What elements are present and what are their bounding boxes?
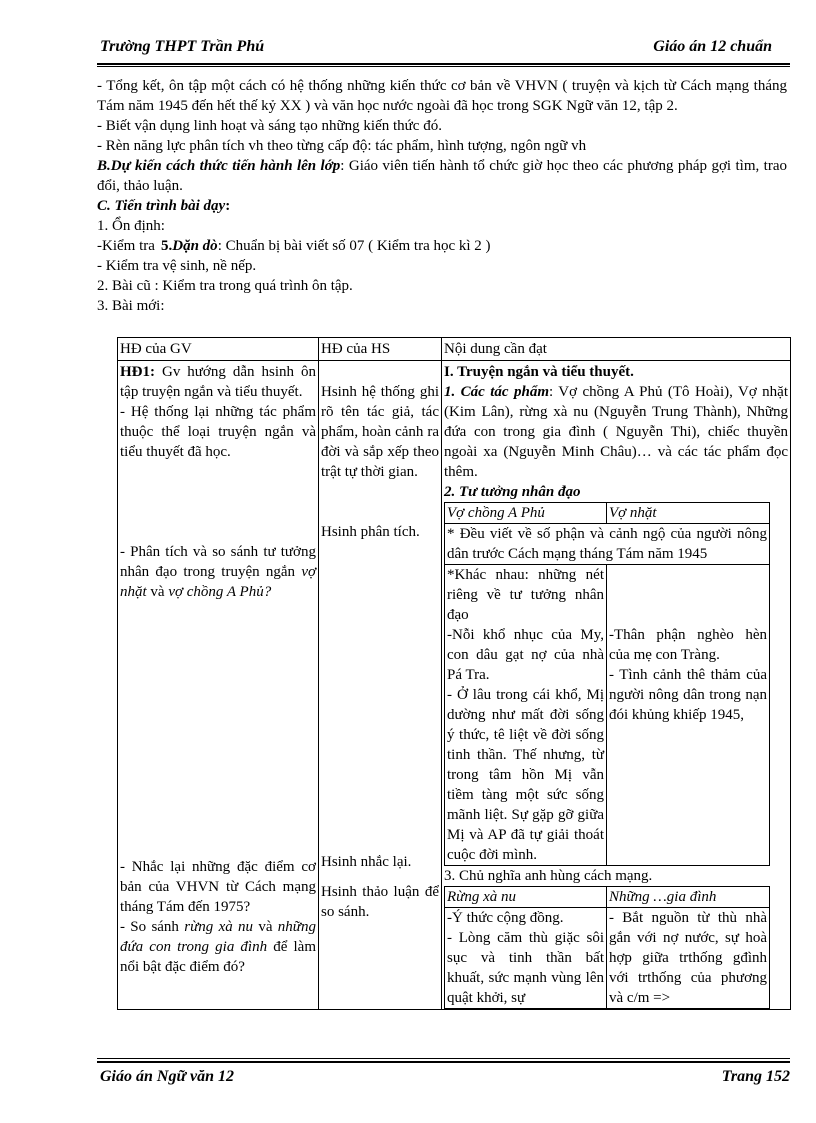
table-row [445,908,770,1009]
section-1-title: I. Truyện ngắn và tiểu thuyết. [444,364,634,380]
content-column [442,361,791,1010]
page-footer [100,1068,790,1090]
header-school: Trường THPT Trần Phú [100,38,265,55]
heroism-comparison-table [444,886,770,1009]
hs-p2: Hsinh phân tích. [321,524,420,540]
footer-doc-title: Giáo án Ngữ văn 12 [100,1068,235,1085]
section-c-colon: : [225,198,231,214]
humanism-vcap-diff: *Khác nhau: những nét riêng về tư tưởng nhân đạo -Nỗi khổ nhục của My, con dâu gạt nợ của nhà Pá Tra. - Ở lâu trong cái khổ, Mị dường như mất đời sống ý thức, tê liệt về đời sống tinh thần. Thế nhưng, từ trong tâm hồn Mị vẫn tiềm tàng một sức sống mãnh liệt. Sự gặp gỡ giữa Mị và AP đã tự giải thoát cuộc đời mình. [445,565,607,866]
table-row [445,524,770,565]
step-1: 1. Ổn định: [97,218,165,234]
gv-p5-and: và [253,919,278,935]
gv-p5-work1: rừng xà nu [184,919,254,935]
objective-3: - Rèn năng lực phân tích vh theo từng cấp độ: tác phẩm, hình tượng, ngôn ngữ vh [97,138,587,154]
dando-overlap [161,236,491,256]
gv-p5-end: để làm nổi bật đặc điểm đó? [120,939,316,975]
humanism-vn-diff: -Thân phận nghèo hèn của mẹ con Tràng. - Tình cảnh thê thảm của người nông dân trong nạn đói khủng khiếp 1945, [607,565,770,866]
gv-p5-text: - So sánh [120,919,185,935]
humanism-title: 2. Tư tưởng nhân đạo [444,484,581,500]
table-row [445,503,770,524]
gv-p3-work2: vợ chồng A Phủ? [168,584,272,600]
gv-p2: - Hệ thống lại những tác phẩm thuộc thể loại truyện ngắn và tiểu thuyết đã học. [120,404,316,460]
humanism-comparison-table [444,502,770,866]
hs-p1: Hsinh hệ thống ghi rõ tên tác giả, tác phẩm, hoàn cảnh ra đời và sắp xếp theo trật tự thời gian. [321,384,439,480]
gv-hd1-label: HĐ1: [120,364,155,380]
gv-p5-work2: những đứa con trong gia đình [120,919,316,955]
hs-activities [319,361,442,1010]
gv-p4: - Nhắc lại những đặc điểm cơ bản của VHVN từ Cách mạng tháng Tám đến 1975? [120,859,316,915]
gv-p3 [120,542,316,602]
table-row [445,565,770,866]
page-number: Trang 152 [721,1068,790,1085]
humanism-col-2: Vợ nhặt [607,503,770,524]
objective-1: - Tổng kết, ôn tập một cách có hệ thống những kiến thức cơ bản về VHVN ( truyện và kịch từ Cách mạng tháng Tám năm 1945 đến hết thế kỷ XX ) và văn học nước ngoài đã học trong SGK Ngữ văn 12, tập 2. [97,78,787,114]
lesson-table [117,337,791,1010]
heroism-title: 3. Chủ nghĩa anh hùng cách mạng. [444,868,653,884]
works-label: 1. Các tác phẩm [444,384,549,400]
heroism-rxn: -Ý thức cộng đồng. - Lòng căm thù giặc sôi sục và tinh thần bất khuất, sức mạnh vùng lên quật khởi, sự [445,908,607,1009]
step-3: 3. Bài mới: [97,298,165,314]
gv-hd1-text: Gv hướng dẫn hsinh ôn tập truyện ngắn và tiểu thuyết. [120,364,316,400]
intro-section [97,76,787,316]
gv-p3-work1: vợ nhặt [120,564,316,600]
step-2: 2. Bài cũ : Kiểm tra trong quá trình ôn tập. [97,278,353,294]
hs-p3: Hsinh nhắc lại. [321,854,412,870]
table-row [118,361,791,1010]
gv-p5 [120,917,316,977]
works-text: : Vợ chồng A Phủ (Tô Hoài), Vợ nhặt (Kim Lân), rừng xà nu (Nguyễn Trung Thành), Những đứa con trong gia đình ( Nguyễn Thi), chiếc thuyền ngoài xa (Nguyễn Minh Châu)… và các tác phẩm đọc thêm. [444,384,788,480]
footer-rule-thick [97,1061,790,1063]
hs-p4: Hsinh thảo luận để so sánh. [321,884,439,920]
section-b-text: : Giáo viên tiến hành tổ chức giờ học theo các phương pháp gợi tìm, trao đổi, thảo luận. [97,158,787,194]
table-row [445,887,770,908]
section-b [97,156,787,196]
gv-p3-and: và [146,584,169,600]
heroism-col-1: Rừng xà nu [445,887,607,908]
section-c [97,196,787,216]
humanism-common: * Đều viết về số phận và cảnh ngộ của người nông dân trước Cách mạng tháng Tám năm 1945 [445,524,770,565]
heroism-col-2: Những …gia đình [607,887,770,908]
kiemtra-text: -Kiểm tra [97,238,155,254]
kiemtra-line [97,236,787,256]
gv-activities [118,361,319,1010]
heroism-ndc: - Bắt nguồn từ thù nhà gắn với nợ nước, sự hoà hợp giữa trthống gđình với trthống của phương và c/m => [607,908,770,1009]
dando-number: 5. [161,238,173,254]
footer-rule [97,1058,790,1059]
section-c-label: C. Tiến trình bài dạy [97,198,226,214]
objective-2: - Biết vận dụng linh hoạt và sáng tạo những kiến thức đó. [97,118,442,134]
table-header-row [118,338,791,361]
col-header-content: Nội dung cần đạt [442,338,791,361]
gv-hd1 [120,362,316,402]
section-b-label: B.Dự kiến cách thức tiến hành lên lớp [97,158,341,174]
gv-p3-text: - Phân tích và so sánh tư tưởng nhân đạo trong truyện ngắn [120,544,316,580]
col-header-gv: HĐ của GV [118,338,319,361]
works-list [444,382,790,482]
dando-label: Dặn dò [172,238,218,254]
header-doc-title: Giáo án 12 chuẩn [653,38,772,55]
dando-text: : Chuẩn bị bài viết số 07 ( Kiểm tra học kì 2 ) [217,238,491,254]
humanism-col-1: Vợ chồng A Phủ [445,503,607,524]
vesinh-line: - Kiểm tra vệ sinh, nề nếp. [97,258,257,274]
col-header-hs: HĐ của HS [319,338,442,361]
